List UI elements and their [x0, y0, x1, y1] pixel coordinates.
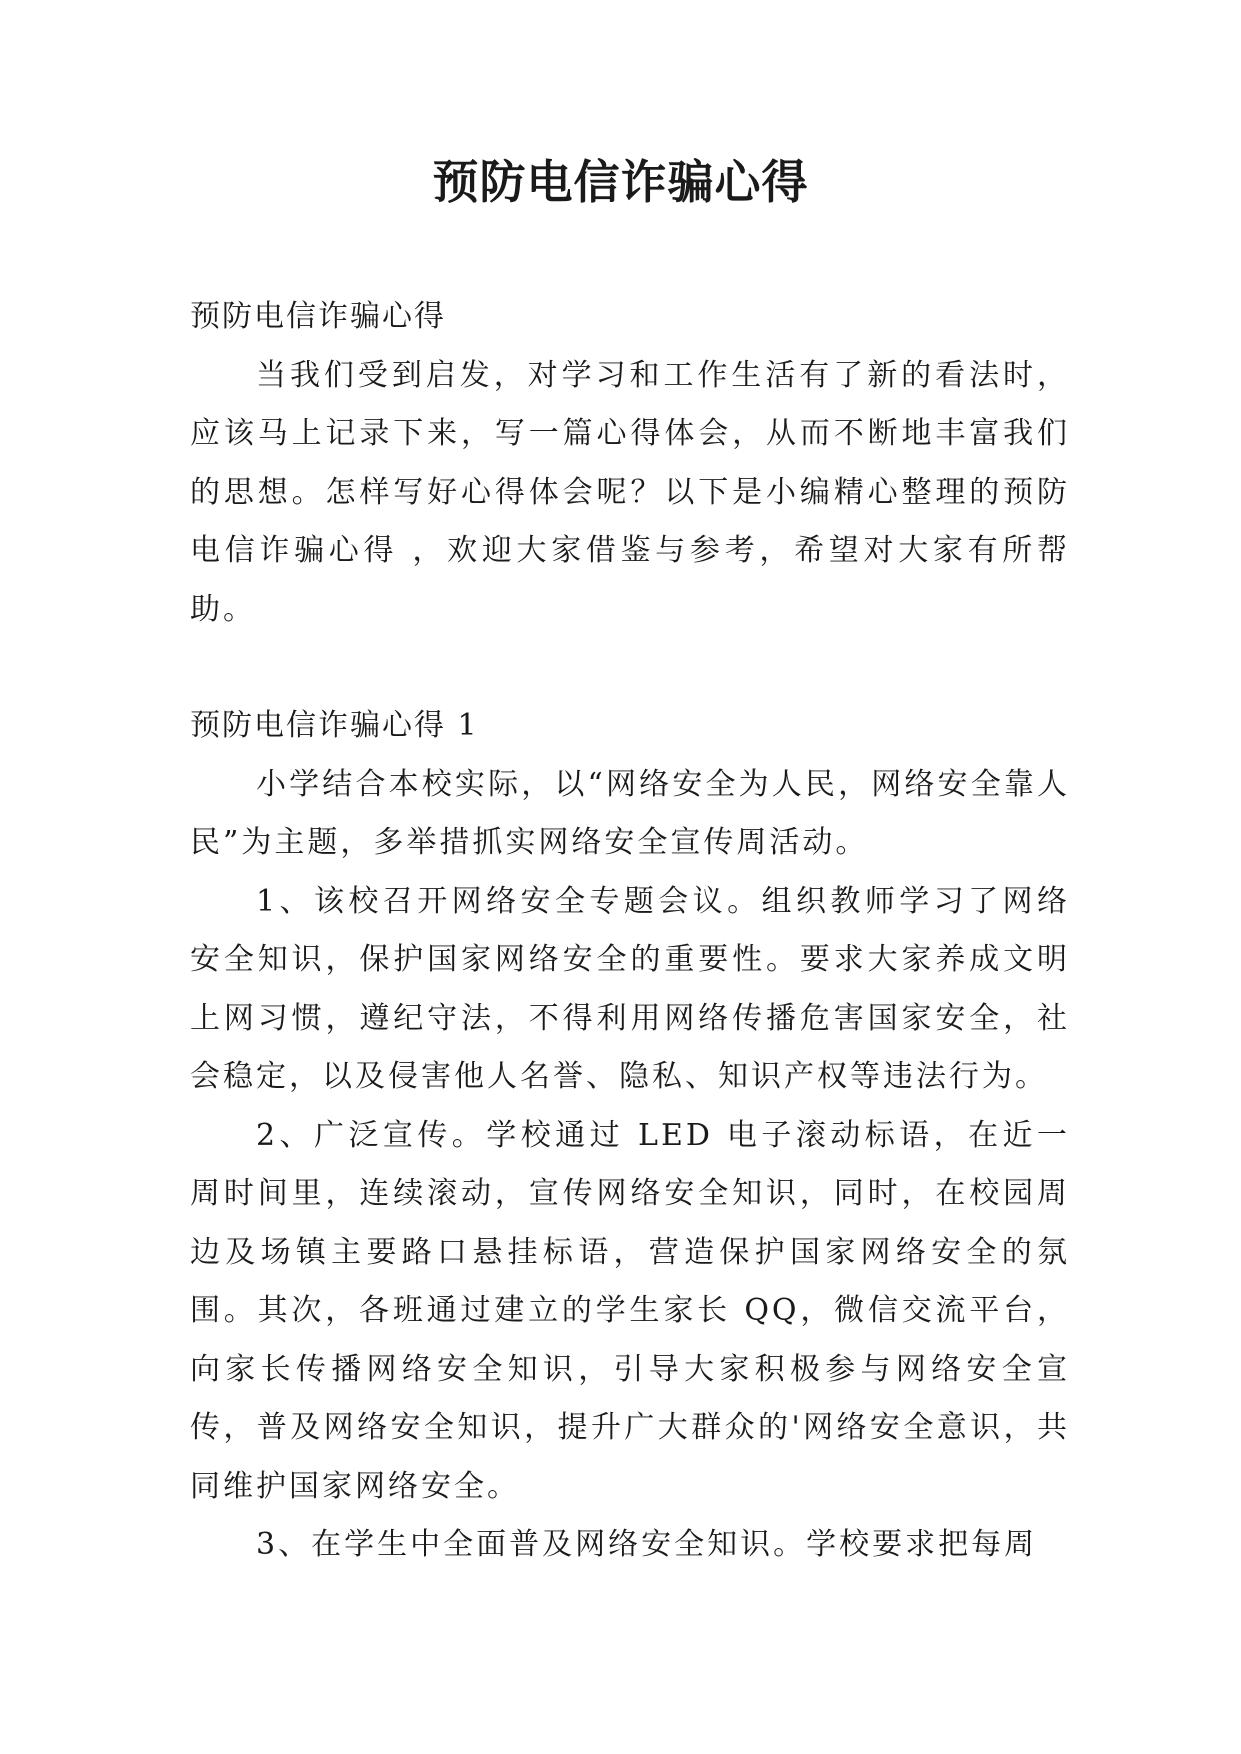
paragraph: 3、在学生中全面普及网络安全知识。学校要求把每周 [256, 1527, 1038, 1562]
section-gap [190, 639, 1070, 697]
document-title: 预防电信诈骗心得 [432, 155, 809, 209]
paragraph: 2、广泛宣传。学校通过 LED 电子滚动标语，在近一周时间里，连续滚动，宣传网络安全知识，同时，在校园周边及场镇主要路口悬挂标语，营造保护国家网络安全的氛围。其次，各班通过建立的学生家长 QQ，微信交流平台，向家长传播网络安全知识，引导大家积极参与网络安全宣传，普及网络安全知识，提升广大群众的'网络安全意识，共同维护国家网络安全。 [190, 1117, 1070, 1504]
paragraph: 小学结合本校实际，以“网络安全为人民，网络安全靠人民”为主题，多举措抓实网络安全宣传周活动。 [190, 766, 1070, 860]
section-heading: 预防电信诈骗心得 1 [190, 708, 479, 743]
subtitle: 预防电信诈骗心得 [190, 299, 446, 334]
intro-paragraph: 当我们受到启发，对学习和工作生活有了新的看法时，应该马上记录下来，写一篇心得体会，从而不断地丰富我们的思想。怎样写好心得体会呢？以下是小编精心整理的预防电信诈骗心得 ，欢迎大家借鉴与参考，希望对大家有所帮助。 [190, 357, 1070, 627]
document-body [190, 288, 1070, 1575]
paragraph: 1、该校召开网络安全专题会议。组织教师学习了网络安全知识，保护国家网络安全的重要性。要求大家养成文明上网习惯，遵纪守法，不得利用网络传播危害国家安全，社会稳定，以及侵害他人名誉、隐私、知识产权等违法行为。 [190, 883, 1070, 1094]
